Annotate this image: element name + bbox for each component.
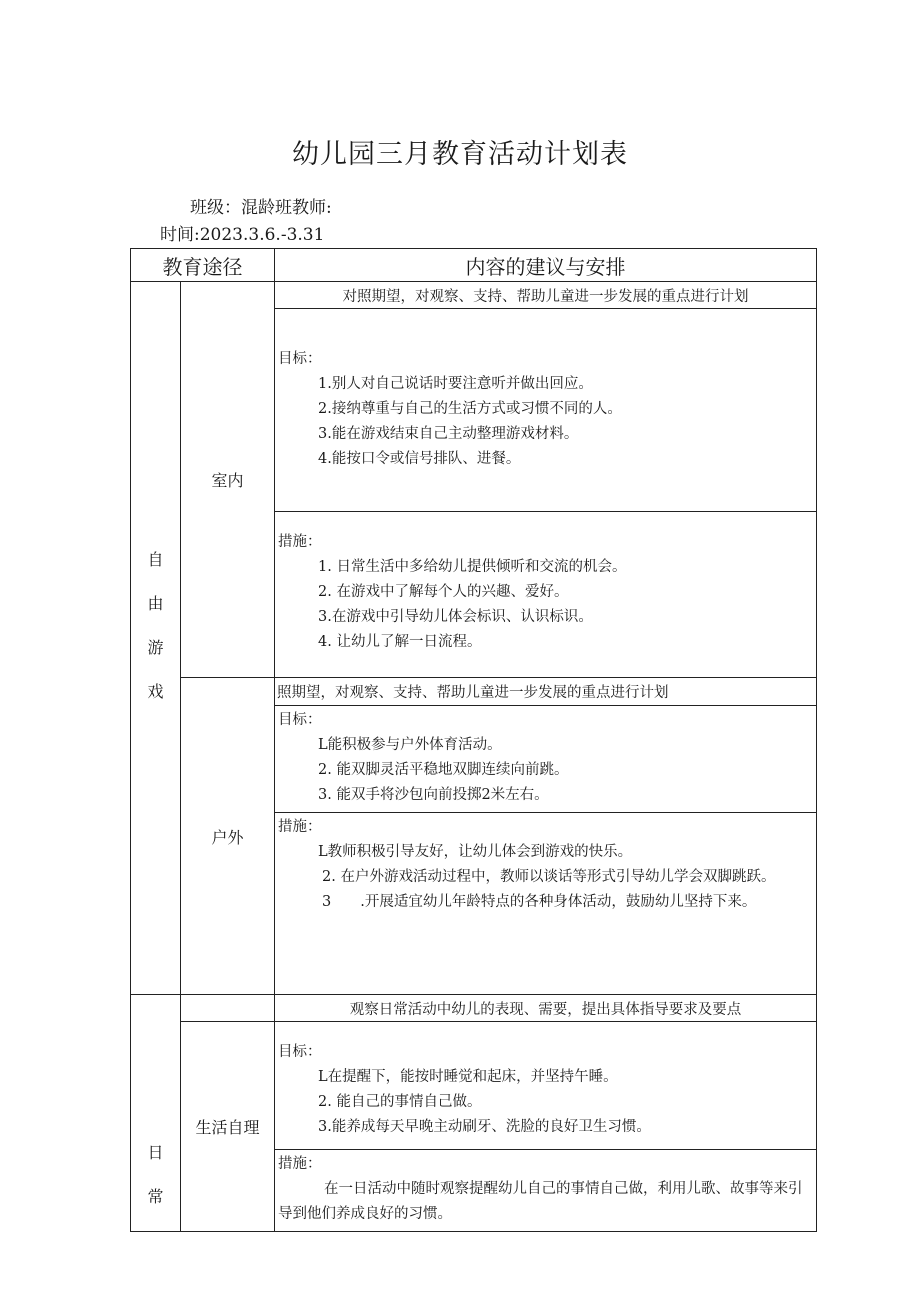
- subcategory-self-care: 生活自理: [181, 1022, 275, 1232]
- measures-label: 措施：: [278, 1156, 322, 1172]
- list-item: 2.接纳尊重与自己的生活方式或习惯不同的人。: [318, 401, 622, 417]
- category-char: 游: [147, 638, 164, 657]
- list-item: 2. 在游戏中了解每个人的兴趣、爱好。: [318, 584, 569, 600]
- category-daily: [131, 995, 181, 1232]
- class-teacher-line: 班级：混龄班教师:: [190, 198, 332, 218]
- list-item: 1. 日常生活中多给幼儿提供倾听和交流的机会。: [318, 559, 627, 575]
- measures-label: 措施：: [278, 534, 322, 550]
- measures-label: 措施：: [278, 819, 322, 835]
- time-range-line: 时间:2023.3.6.-3.31: [160, 225, 325, 245]
- category-char: 常: [147, 1187, 164, 1206]
- indoor-intro: 对照期望，对观察、支持、帮助儿童进一步发展的重点进行计划: [275, 282, 817, 309]
- goals-label: 目标：: [278, 1044, 322, 1060]
- outdoor-measures-cell: [275, 813, 817, 995]
- list-item: 2. 在户外游戏活动过程中，教师以谈话等形式引导幼儿学会双脚跳跃。: [322, 869, 776, 885]
- header-content-arrangement: 内容的建议与安排: [275, 249, 817, 282]
- goals-label: 目标：: [278, 351, 322, 367]
- list-item: 4.能按口令或信号排队、进餐。: [318, 451, 521, 467]
- list-item: 3. 能双手将沙包向前投掷2米左右。: [318, 787, 549, 803]
- self-care-measures-cell: [275, 1150, 817, 1232]
- list-item: L在提醒下，能按时睡觉和起床，并坚持午睡。: [318, 1069, 618, 1085]
- page-title: 幼儿园三月教育活动计划表: [292, 139, 628, 170]
- list-item: 1.别人对自己说话时要注意听并做出回应。: [318, 376, 593, 392]
- list-item: 2. 能自己的事情自己做。: [318, 1094, 482, 1110]
- category-char: 由: [147, 594, 164, 613]
- goals-label: 目标：: [278, 712, 322, 728]
- subcategory-outdoor: 户外: [181, 678, 275, 995]
- list-item: L能积极参与户外体育活动。: [318, 737, 502, 753]
- activity-plan-table: [130, 248, 817, 1232]
- indoor-measures-cell: [275, 512, 817, 678]
- indoor-goals-cell: [275, 309, 817, 512]
- subcategory-indoor: 室内: [181, 282, 275, 678]
- header-education-path: 教育途径: [131, 249, 275, 282]
- table-row: [131, 995, 817, 1022]
- empty-subcategory-cell: [181, 995, 275, 1022]
- list-item: 3.在游戏中引导幼儿体会标识、认识标识。: [318, 609, 593, 625]
- category-char: 戏: [147, 682, 164, 701]
- list-item: 在一日活动中随时观察提醒幼儿自己的事情自己做，利用儿歌、故事等来引导到他们养成良好的习惯。: [278, 1181, 803, 1222]
- list-item: 3.能养成每天早晚主动刷牙、洗脸的良好卫生习惯。: [318, 1119, 651, 1135]
- table-row: [131, 282, 817, 309]
- category-free-play: [131, 282, 181, 995]
- list-item: L教师积极引导友好，让幼儿体会到游戏的快乐。: [318, 844, 633, 860]
- category-char: 自: [147, 550, 164, 569]
- table-header-row: [131, 249, 817, 282]
- self-care-goals-cell: [275, 1022, 817, 1150]
- table-row: [131, 678, 817, 706]
- list-item: 3 .开展适宜幼儿年龄特点的各种身体活动，鼓励幼儿坚持下来。: [322, 894, 757, 910]
- daily-intro: 观察日常活动中幼儿的表现、需要，提出具体指导要求及要点: [275, 995, 817, 1022]
- outdoor-intro: 照期望，对观察、支持、帮助儿童进一步发展的重点进行计划: [275, 678, 817, 706]
- list-item: 3.能在游戏结束自己主动整理游戏材料。: [318, 426, 579, 442]
- list-item: 4. 让幼儿了解一日流程。: [318, 634, 482, 650]
- table-row: [131, 1022, 817, 1150]
- category-char: 日: [147, 1143, 164, 1162]
- list-item: 2. 能双脚灵活平稳地双脚连续向前跳。: [318, 762, 569, 778]
- outdoor-goals-cell: [275, 706, 817, 813]
